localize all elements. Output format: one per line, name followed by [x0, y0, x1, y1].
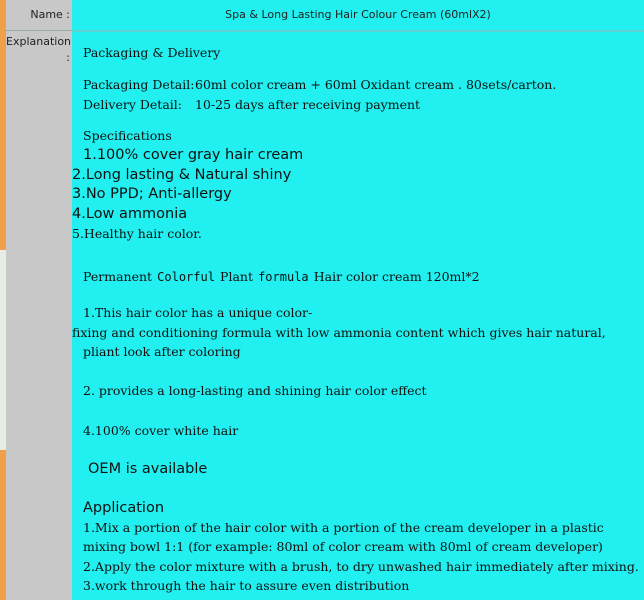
explanation-label-text: Explanation [6, 35, 72, 48]
spec-item-1: 1.100% cover gray hair cream [83, 147, 304, 163]
oem-note: OEM is available [88, 461, 208, 477]
spec-item-3: 3.No PPD; Anti-allergy [72, 186, 232, 202]
label-column [6, 0, 72, 600]
application-step-3: 3.work through the hair to assure even distribution [83, 578, 410, 593]
application-step-2: 2.Apply the color mixture with a brush, to dry unwashed hair immediately after mixing. [83, 559, 639, 574]
product-name: Spa & Long Lasting Hair Colour Cream (60mlX2) [225, 8, 491, 21]
specifications-heading: Specifications [83, 128, 172, 143]
application-step-1-line-1: 1.Mix a portion of the hair color with a portion of the cream developer in a plastic [83, 520, 604, 535]
feature-1-line-3: pliant look after coloring [83, 344, 241, 359]
feature-1-line-2: fixing and conditioning formula with low ammonia content which gives hair natural, [72, 325, 606, 340]
spec-item-5: 5.Healthy hair color. [72, 226, 202, 241]
application-heading: Application [83, 500, 165, 516]
packaging-detail-label: Packaging Detail: [83, 77, 195, 92]
packaging-heading: Packaging & Delivery [83, 45, 221, 60]
application-step-1-line-2: mixing bowl 1:1 (for example: 80ml of color cream with 80ml of cream developer) [83, 539, 603, 554]
permanent-line [83, 266, 480, 285]
packaging-detail-value: 60ml color cream + 60ml Oxidant cream . 80sets/carton. [195, 77, 557, 92]
colorful-word: Colorful [157, 270, 215, 284]
feature-4: 4.100% cover white hair [83, 423, 239, 438]
delivery-detail-label: Delivery Detail: [83, 97, 182, 112]
spec-item-4: 4.Low ammonia [72, 206, 188, 222]
feature-1-line-1: 1.This hair color has a unique color- [83, 305, 313, 320]
label-divider [6, 30, 72, 31]
delivery-detail-value: 10-25 days after receiving payment [195, 97, 421, 112]
explanation-label-colon: : [66, 51, 70, 64]
spec-item-2: 2.Long lasting & Natural shiny [72, 167, 292, 183]
formula-word: formula [258, 270, 309, 284]
permanent-word: Permanent [83, 269, 153, 284]
explanation-content [72, 32, 644, 600]
feature-2: 2. provides a long-lasting and shining hair color effect [83, 383, 427, 398]
plant-word: Plant [220, 269, 253, 284]
name-label: Name : [30, 8, 70, 21]
product-size-text: Hair color cream 120ml*2 [313, 269, 480, 284]
explanation-label [6, 34, 70, 66]
